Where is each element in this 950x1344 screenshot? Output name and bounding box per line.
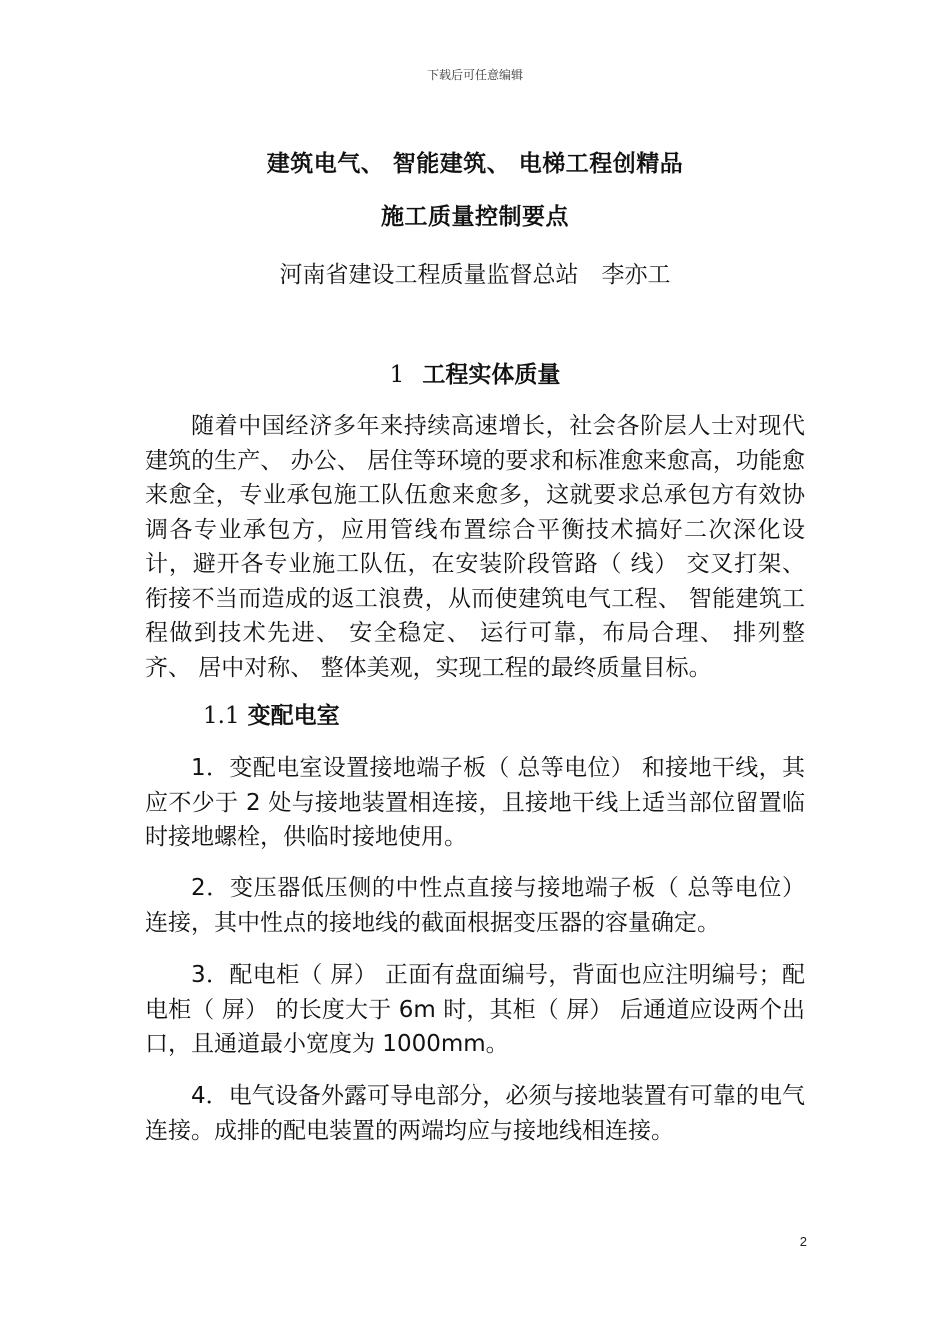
section-heading xyxy=(0,356,950,389)
header-note: 下载后可任意编辑 xyxy=(426,68,523,82)
subsection-number: 1.1 xyxy=(203,703,240,729)
section-title: 工程实体质量 xyxy=(422,362,561,388)
document-title: 建筑电气、 智能建筑、 电梯工程创精品 xyxy=(266,151,684,177)
list-item: 4．电气设备外露可导电部分，必须与接地装置有可靠的电气连接。成排的配电装置的两端均应与接地线相连接。 xyxy=(145,1083,805,1144)
subsection-title: 变配电室 xyxy=(247,703,340,729)
list-item: 3．配电柜（ 屏） 正面有盘面编号，背面也应注明编号；配电柜（ 屏） 的长度大于 6m 时，其柜（ 屏） 后通道应设两个出口，且通道最小宽度为 1000mm。 xyxy=(145,962,805,1057)
list-item: 2．变压器低压侧的中性点直接与接地端子板（ 总等电位） 连接，其中性点的接地线的截面根据变压器的容量确定。 xyxy=(145,875,805,936)
section-number: 1 xyxy=(389,362,405,388)
author-line: 河南省建设工程质量监督总站 李亦工 xyxy=(279,262,671,288)
intro-paragraph: 随着中国经济多年来持续高速增长，社会各阶层人士对现代建筑的生产、 办公、 居住等环境的要求和标准愈来愈高，功能愈来愈全，专业承包施工队伍愈来愈多，这就要求总承包方有效协调各专业承包方，应用管线布置综合平衡技术搞好二次深化设计，避开各专业施工队伍，在安装阶段管路（ 线） 交叉打架、 衔接不当而造成的返工浪费，从而使建筑电气工程、 智能建筑工程做到技术先进、 安全稳定、 运行可靠，布局合理、 排列整齐、 居中对称、 整体美观，实现工程的最终质量目标。 xyxy=(145,413,805,681)
subsection-heading xyxy=(203,697,340,730)
page-number: 2 xyxy=(799,1234,807,1249)
document-subtitle: 施工质量控制要点 xyxy=(381,204,569,230)
list-item: 1．变配电室设置接地端子板（ 总等电位） 和接地干线，其应不少于 2 处与接地装置相连接，且接地干线上适当部位留置临时接地螺栓，供临时接地使用。 xyxy=(145,755,805,850)
